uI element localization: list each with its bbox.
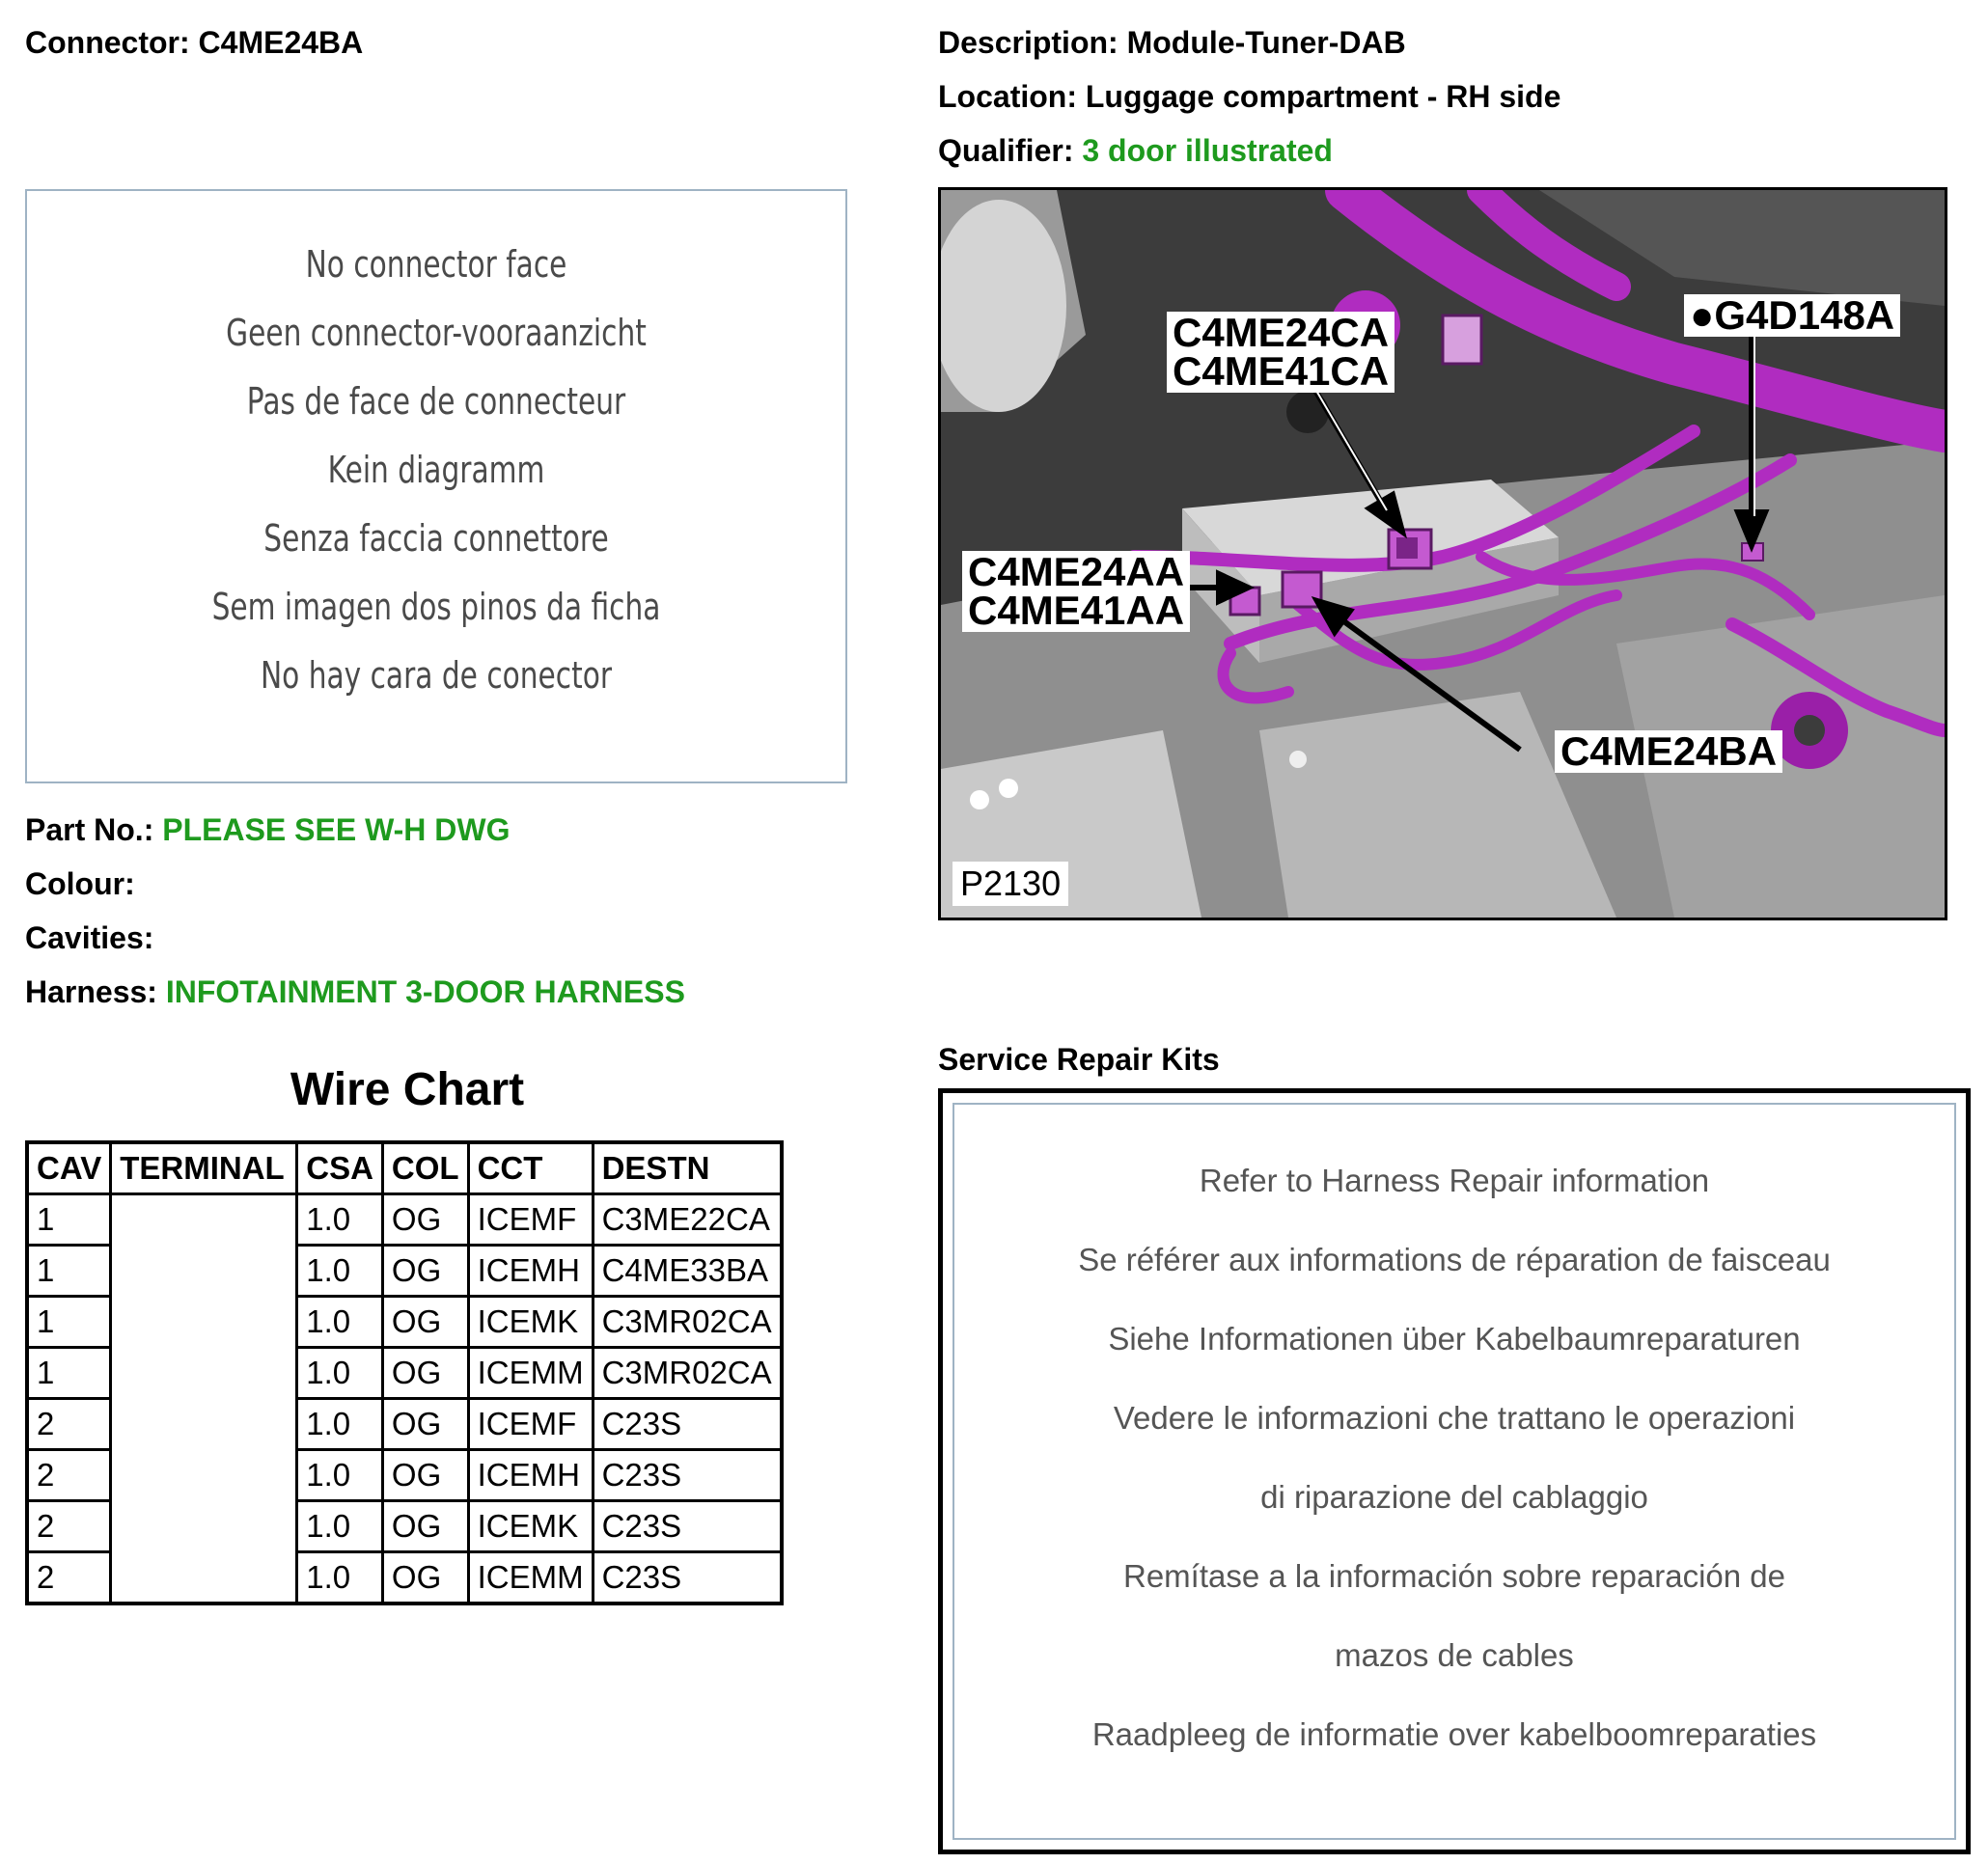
location-photo [938,187,1947,920]
callout-ground-text: G4D148A [1714,292,1895,338]
harness-value: INFOTAINMENT 3-DOOR HARNESS [165,974,685,1009]
cell-csa: 1.0 [297,1450,383,1501]
wire-chart-table [25,1140,784,1605]
qualifier-label: Qualifier: [938,133,1074,168]
cell-csa: 1.0 [297,1552,383,1604]
face-line: Sem imagen dos pinos da ficha [211,586,661,628]
cell-col: OG [382,1194,468,1246]
cell-cct: ICEMF [468,1399,593,1450]
face-line: Senza faccia connettore [263,517,609,560]
cell-cav: 1 [27,1194,111,1246]
face-line: Kein diagramm [327,449,545,491]
cell-destn: C23S [593,1501,782,1552]
cell-csa: 1.0 [297,1246,383,1297]
callout-ca-line1: C4ME24CA [1173,310,1390,355]
part-no-label: Part No.: [25,812,154,847]
cell-destn: C23S [593,1552,782,1604]
wire-chart-header-row [27,1142,782,1194]
header-col: COL [382,1142,468,1194]
cell-csa: 1.0 [297,1501,383,1552]
cell-destn: C23S [593,1450,782,1501]
callout-ca [1167,312,1394,393]
part-no-field [25,812,511,848]
cell-destn: C3ME22CA [593,1194,782,1246]
cell-cct: ICEMF [468,1194,593,1246]
header-cav: CAV [27,1142,111,1194]
location-value: Luggage compartment - RH side [1085,79,1561,114]
cell-col: OG [382,1501,468,1552]
cell-cav: 1 [27,1246,111,1297]
header-cct: CCT [468,1142,593,1194]
callout-ca-line2: C4ME41CA [1173,348,1390,394]
qualifier-value: 3 door illustrated [1082,133,1333,168]
cell-col: OG [382,1348,468,1399]
face-line: No hay cara de conector [260,654,613,697]
cell-cct: ICEMK [468,1501,593,1552]
connector-value: C4ME24BA [198,25,364,60]
service-repair-title: Service Repair Kits [938,1042,1220,1077]
cell-destn: C3MR02CA [593,1297,782,1348]
cell-destn: C23S [593,1399,782,1450]
description-label: Description: [938,25,1118,60]
harness-label: Harness: [25,974,157,1009]
table-row [27,1194,782,1246]
cell-col: OG [382,1297,468,1348]
cell-col: OG [382,1552,468,1604]
location-field [938,79,1560,115]
colour-field [25,866,135,902]
cell-cct: ICEMH [468,1246,593,1297]
cell-csa: 1.0 [297,1399,383,1450]
repair-line: Refer to Harness Repair information [1199,1163,1710,1198]
cell-cav: 1 [27,1348,111,1399]
cell-cav: 2 [27,1501,111,1552]
cell-cav: 1 [27,1297,111,1348]
connector-face-box [25,189,847,783]
cell-col: OG [382,1399,468,1450]
connector-label: Connector: [25,25,190,60]
description-field [938,25,1406,61]
service-repair-box [938,1088,1971,1854]
callout-aa [962,551,1190,632]
cell-col: OG [382,1246,468,1297]
cell-csa: 1.0 [297,1194,383,1246]
face-line: Geen connector-vooraanzicht [226,312,647,354]
cell-destn: C3MR02CA [593,1348,782,1399]
service-repair-inner [953,1103,1956,1840]
repair-line: mazos de cables [1335,1637,1574,1673]
header-destn: DESTN [593,1142,782,1194]
cell-csa: 1.0 [297,1348,383,1399]
colour-label: Colour: [25,866,135,901]
harness-field [25,974,685,1010]
header-csa: CSA [297,1142,383,1194]
cell-destn: C4ME33BA [593,1246,782,1297]
repair-line: Vedere le informazioni che trattano le operazioni [1113,1400,1796,1436]
cell-cct: ICEMM [468,1348,593,1399]
callout-aa-line2: C4ME41AA [968,588,1185,633]
repair-line: Raadpleeg de informatie over kabelboomreparaties [1091,1716,1817,1752]
cell-cct: ICEMH [468,1450,593,1501]
cell-cav: 2 [27,1399,111,1450]
cell-csa: 1.0 [297,1297,383,1348]
repair-line: Siehe Informationen über Kabelbaumreparaturen [1108,1321,1801,1357]
face-line: Pas de face de connecteur [246,380,626,423]
ground-dot-icon: ● [1690,292,1715,338]
location-label: Location: [938,79,1077,114]
face-line: No connector face [305,243,567,286]
cell-cav: 2 [27,1450,111,1501]
part-no-value: PLEASE SEE W-H DWG [162,812,511,847]
callout-ba: C4ME24BA [1555,730,1782,773]
header-terminal: TERMINAL [111,1142,297,1194]
cavities-field [25,920,153,956]
callout-aa-line1: C4ME24AA [968,549,1185,594]
picture-id: P2130 [953,862,1068,906]
connector-field [25,25,363,61]
callout-ground [1684,294,1900,337]
cell-cav: 2 [27,1552,111,1604]
repair-line: Se référer aux informations de réparation de faisceau [1078,1242,1831,1277]
repair-line: di riparazione del cablaggio [1260,1479,1648,1515]
cavities-label: Cavities: [25,920,154,955]
description-value: Module-Tuner-DAB [1126,25,1406,60]
repair-line: Remítase a la información sobre reparación de [1122,1558,1786,1594]
cell-cct: ICEMK [468,1297,593,1348]
cell-col: OG [382,1450,468,1501]
wire-chart-title: Wire Chart [290,1064,525,1115]
qualifier-field [938,133,1333,169]
cell-cct: ICEMM [468,1552,593,1604]
cell-terminal [111,1194,297,1604]
